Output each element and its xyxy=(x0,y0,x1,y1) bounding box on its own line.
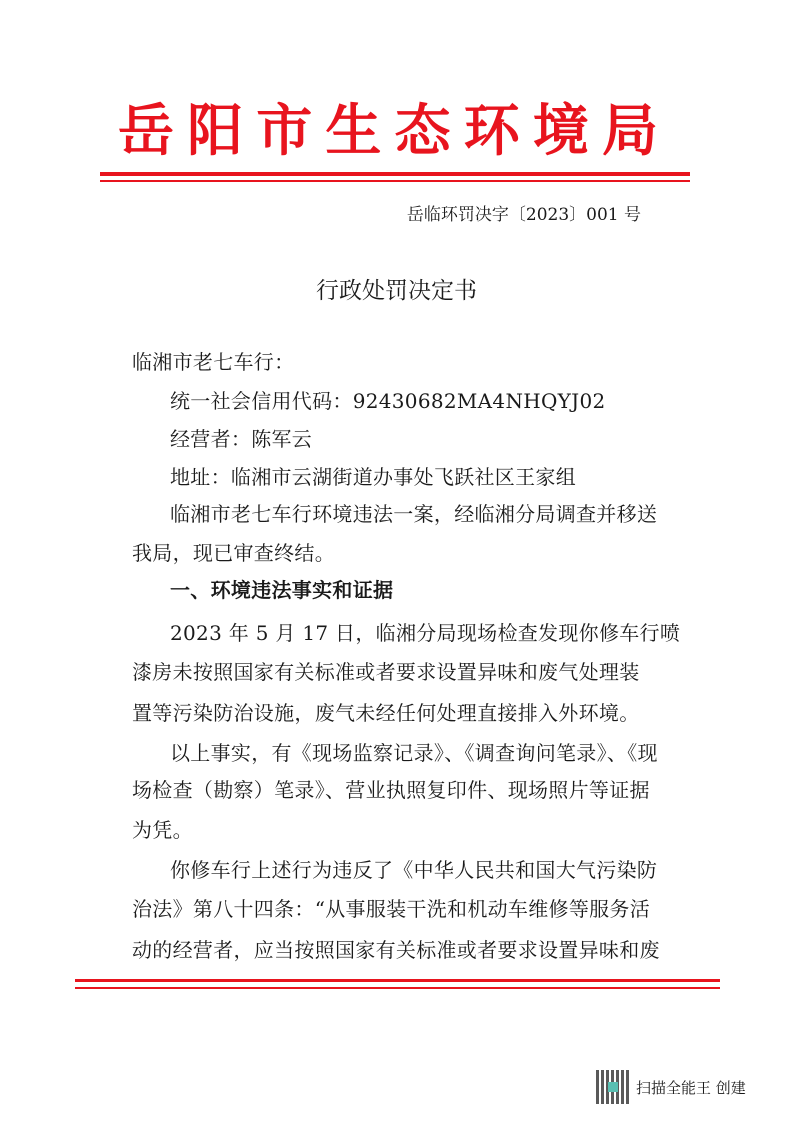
body-line: 你修车行上述行为违反了《中华人民共和国大气污染防 xyxy=(170,858,658,882)
body-line: 以上事实，有《现场监察记录》、《调查询问笔录》、《现 xyxy=(170,741,658,765)
letterhead-char: 岳 xyxy=(118,98,174,164)
body-line: 为凭。 xyxy=(132,818,193,842)
watermark-text: 扫描全能王 创建 xyxy=(636,1078,746,1097)
body-line: 临湘市老七车行环境违法一案，经临湘分局调查并移送 xyxy=(170,502,658,526)
section-heading: 一、环境违法事实和证据 xyxy=(170,578,394,602)
body-line: 场检查（勘察）笔录》、营业执照复印件、现场照片等证据 xyxy=(132,778,650,802)
letterhead-char: 局 xyxy=(601,98,658,164)
letterhead-char: 态 xyxy=(394,98,451,164)
footer-red-rule-thin xyxy=(75,987,720,989)
qr-code-icon xyxy=(596,1070,630,1104)
red-rule-thin xyxy=(100,180,690,182)
letterhead-char: 境 xyxy=(532,98,589,164)
scanner-watermark xyxy=(596,1070,746,1104)
address: 地址：临湘市云湖街道办事处飞跃社区王家组 xyxy=(170,465,576,489)
body-line: 治法》第八十四条：“从事服装干洗和机动车维修等服务活 xyxy=(132,897,651,921)
addressee: 临湘市老七车行： xyxy=(132,350,295,374)
body-line: 漆房未按照国家有关标准或者要求设置异味和废气处理装 xyxy=(132,660,640,684)
body-line: 我局，现已审查终结。 xyxy=(132,541,335,565)
document-number: 岳临环罚决字〔2023〕001 号 xyxy=(406,205,641,225)
body-line: 置等污染防治设施，废气未经任何处理直接排入外环境。 xyxy=(132,701,640,725)
body-line: 2023 年 5 月 17 日，临湘分局现场检查发现你修车行喷 xyxy=(170,621,681,645)
footer-red-rule-thick xyxy=(75,979,720,982)
letterhead-char: 市 xyxy=(256,98,313,164)
letterhead-title xyxy=(118,100,658,162)
credit-code: 统一社会信用代码：92430682MA4NHQYJ02 xyxy=(170,389,606,413)
letterhead-char: 环 xyxy=(463,98,520,164)
operator: 经营者：陈军云 xyxy=(170,427,313,451)
letterhead-char: 阳 xyxy=(187,98,244,164)
document-title: 行政处罚决定书 xyxy=(316,278,477,304)
letterhead-char: 生 xyxy=(325,98,382,164)
body-line: 动的经营者，应当按照国家有关标准或者要求设置异味和废 xyxy=(132,938,660,962)
red-rule-thick xyxy=(100,172,690,176)
